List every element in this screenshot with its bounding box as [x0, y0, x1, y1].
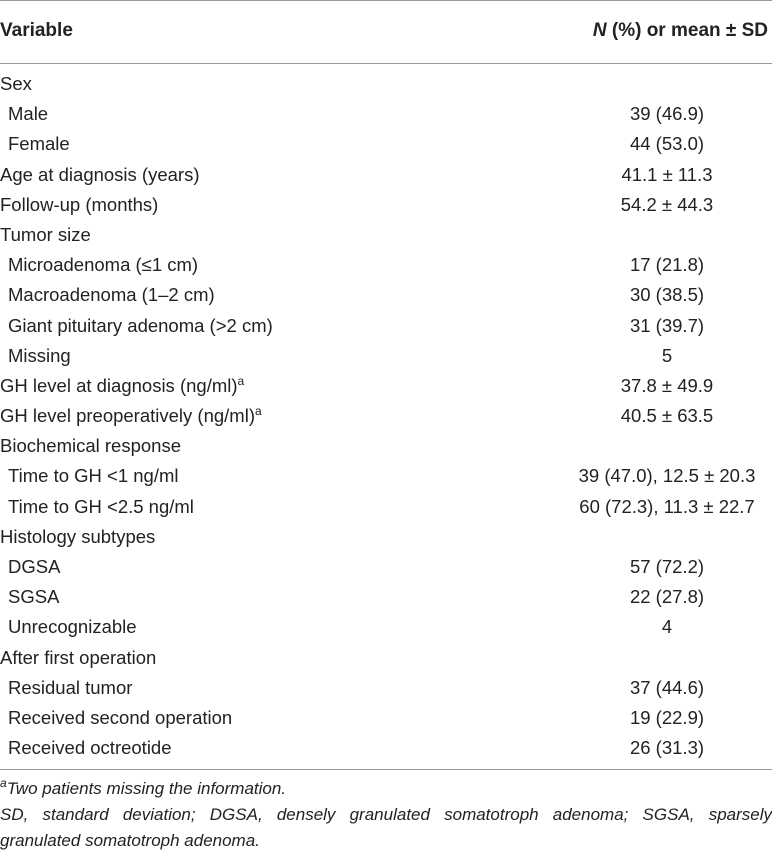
table-row	[0, 522, 772, 552]
row-value: 26 (31.3)	[629, 737, 705, 759]
footnote-a-text: Two patients missing the information.	[6, 779, 287, 798]
table-row	[0, 129, 772, 159]
row-label-text: Giant pituitary adenoma (>2 cm)	[8, 314, 273, 336]
row-label	[8, 341, 71, 371]
row-value: 4	[661, 616, 673, 638]
footnote-a	[0, 776, 772, 802]
row-label	[8, 552, 60, 582]
row-label	[8, 250, 198, 280]
row-label-text: Sex	[0, 73, 32, 94]
row-label	[8, 703, 232, 733]
footnote-abbreviations: SD, standard deviation; DGSA, densely granulated somatotroph adenoma; SGSA, sparsely granulated somatotroph adenoma.	[0, 805, 772, 850]
row-value: 57 (72.2)	[629, 556, 705, 577]
row-value: 60 (72.3), 11.3 ± 22.7	[579, 495, 755, 517]
table-body	[0, 69, 772, 763]
header-n: N	[592, 20, 607, 41]
row-value: 19 (22.9)	[629, 706, 705, 728]
table-row	[0, 69, 772, 99]
table-row	[0, 673, 772, 703]
row-value: 37.8 ± 49.9	[620, 374, 714, 396]
row-label-text: Biochemical response	[0, 435, 181, 457]
table-row	[0, 250, 772, 280]
row-label	[8, 673, 132, 703]
row-label-text: Microadenoma (≤1 cm)	[8, 254, 199, 276]
table-header	[0, 16, 772, 46]
row-label-text: Missing	[8, 344, 71, 366]
row-label-text: DGSA	[8, 556, 61, 577]
row-label	[0, 371, 244, 401]
header-value	[593, 16, 768, 46]
table-row	[0, 220, 772, 250]
row-label-text: SGSA	[8, 586, 60, 608]
row-label-text: Male	[8, 103, 49, 125]
row-label	[0, 401, 262, 431]
row-value: 39 (47.0), 12.5 ± 20.3	[578, 465, 756, 487]
row-label	[8, 582, 59, 612]
row-label	[0, 522, 155, 552]
row-label-text: After first operation	[0, 646, 157, 668]
row-value: 54.2 ± 44.3	[620, 193, 714, 215]
row-label-text: Unrecognizable	[8, 616, 137, 638]
row-label	[8, 99, 48, 129]
row-label	[8, 733, 172, 763]
table-row	[0, 160, 772, 190]
table-row	[0, 401, 772, 431]
row-label	[0, 431, 181, 461]
row-label-text: GH level preoperatively (ng/ml)	[0, 405, 255, 427]
row-value: 44 (53.0)	[629, 133, 705, 155]
row-value: 5	[661, 344, 673, 366]
row-label-text: Follow-up (months)	[0, 193, 159, 215]
row-label-text: GH level at diagnosis (ng/ml)	[0, 374, 238, 396]
table-row	[0, 582, 772, 612]
footnote-marker: a	[237, 373, 245, 388]
footnotes	[0, 776, 772, 854]
table-row	[0, 643, 772, 673]
row-label-text: Tumor size	[0, 223, 91, 245]
table-row	[0, 461, 772, 491]
row-label-text: Macroadenoma (1–2 cm)	[8, 284, 215, 306]
table-row	[0, 99, 772, 129]
row-label	[0, 190, 158, 220]
header-variable: Variable	[0, 20, 73, 41]
table-row	[0, 612, 772, 642]
table-row	[0, 552, 772, 582]
row-value: 31 (39.7)	[629, 314, 705, 336]
row-value: 37 (44.6)	[629, 676, 705, 698]
row-label	[8, 612, 137, 642]
bottom-rule	[0, 769, 772, 770]
row-value: 39 (46.9)	[629, 103, 705, 125]
table-row	[0, 190, 772, 220]
row-label-text: Time to GH <2.5 ng/ml	[8, 495, 194, 517]
table-row	[0, 280, 772, 310]
row-value: 41.1 ± 11.3	[621, 163, 713, 185]
row-label	[8, 311, 273, 341]
row-label	[0, 643, 156, 673]
row-label	[0, 220, 91, 250]
top-rule	[0, 0, 772, 1]
row-label	[8, 280, 215, 310]
row-label-text: Age at diagnosis (years)	[0, 163, 200, 185]
row-value: 22 (27.8)	[629, 586, 705, 608]
row-value: 17 (21.8)	[629, 254, 705, 276]
footnote-marker: a	[254, 404, 262, 419]
table-row	[0, 341, 772, 371]
row-label-text: Received second operation	[8, 706, 233, 728]
table-row	[0, 311, 772, 341]
footnote-a-mark: a	[0, 776, 7, 790]
table-row	[0, 703, 772, 733]
row-label	[8, 129, 70, 159]
row-label	[0, 69, 32, 99]
header-rule	[0, 63, 772, 64]
row-label	[8, 461, 179, 491]
row-label-text: Received octreotide	[8, 737, 172, 759]
table-row	[0, 431, 772, 461]
header-value-rest: (%) or mean ± SD	[606, 20, 768, 41]
table-row	[0, 492, 772, 522]
table-row	[0, 371, 772, 401]
row-label-text: Time to GH <1 ng/ml	[8, 465, 179, 487]
row-value: 30 (38.5)	[629, 284, 705, 306]
row-value: 40.5 ± 63.5	[620, 405, 714, 427]
row-label-text: Residual tumor	[8, 676, 133, 698]
row-label-text: Female	[8, 133, 70, 155]
table-row	[0, 733, 772, 763]
row-label	[0, 160, 200, 190]
row-label-text: Histology subtypes	[0, 525, 156, 547]
row-label	[8, 492, 194, 522]
